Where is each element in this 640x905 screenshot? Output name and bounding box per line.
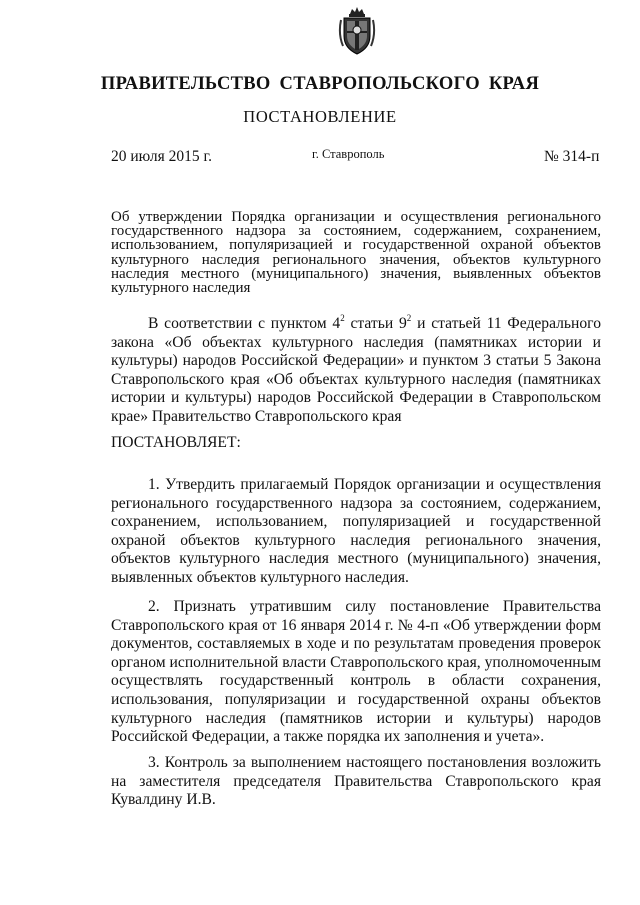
decree-word: ПОСТАНОВЛЯЕТ: — [111, 434, 241, 451]
government-title: ПРАВИТЕЛЬСТВО СТАВРОПОЛЬСКОГО КРАЯ — [100, 74, 540, 94]
document-subject: Об утверждении Порядка организации и осуществления регионального государственного надзора за состоянием, содержанием, сохранением, использованием, популяризацией и государственной охраной объектов культурного наследия регионального значения, объектов культурного наследия местного (муниципального) значения, выявленных объектов культурного наследия — [111, 209, 601, 297]
paragraph-1: 1. Утвердить прилагаемый Порядок организации и осуществления регионального государственного надзора за состоянием, содержанием, сохранением, использованием, популяризацией и государственной охраной объектов культурного наследия регионального значения, объектов культурного наследия местного (муниципального) значения, выявленных объектов культурного наследия. — [111, 476, 601, 586]
legal-basis-paragraph — [111, 312, 601, 427]
document-number: № 314-п — [544, 148, 600, 165]
basis-superscript-1: 2 — [340, 312, 345, 323]
document-type: ПОСТАНОВЛЕНИЕ — [243, 107, 397, 126]
paragraph-3: 3. Контроль за выполнением настоящего постановления возложить на заместителя председателя Правительства Ставропольского края Кувалдину И.В. — [111, 754, 601, 809]
paragraph-2: 2. Признать утратившим силу постановление Правительства Ставропольского края от 16 января 2014 г. № 4-п «Об утверждении форм документов, составляемых в ходе и по результатам проведения проверок органом исполнительной власти Ставропольского края, уполномоченным осуществлять государственный контроль в области сохранения, использования, популяризации и государственной охраны объектов культурного наследия (памятников истории и культуры) народов Российской Федерации, а также порядка их заполнения и учета». — [111, 598, 601, 746]
basis-text-3: и статьей 11 Федерального закона «Об объектах культурного наследия (памятниках истории и культуры) народов Российской Федерации» и пунктом 3 статьи 5 Закона Ставропольского края «Об объектах культурного наследия (памятниках истории и культуры) народов Российской Федерации в Ставропольском крае» Правительство Ставропольского края — [111, 315, 601, 425]
basis-text-1: В соответствии с пунктом 4 — [148, 315, 341, 332]
document-date: 20 июля 2015 г. — [111, 148, 212, 165]
basis-text-2: статьи 9 — [344, 315, 407, 332]
basis-superscript-2: 2 — [406, 312, 412, 323]
coat-of-arms-icon — [337, 6, 377, 56]
document-place: г. Ставрополь — [312, 147, 385, 161]
